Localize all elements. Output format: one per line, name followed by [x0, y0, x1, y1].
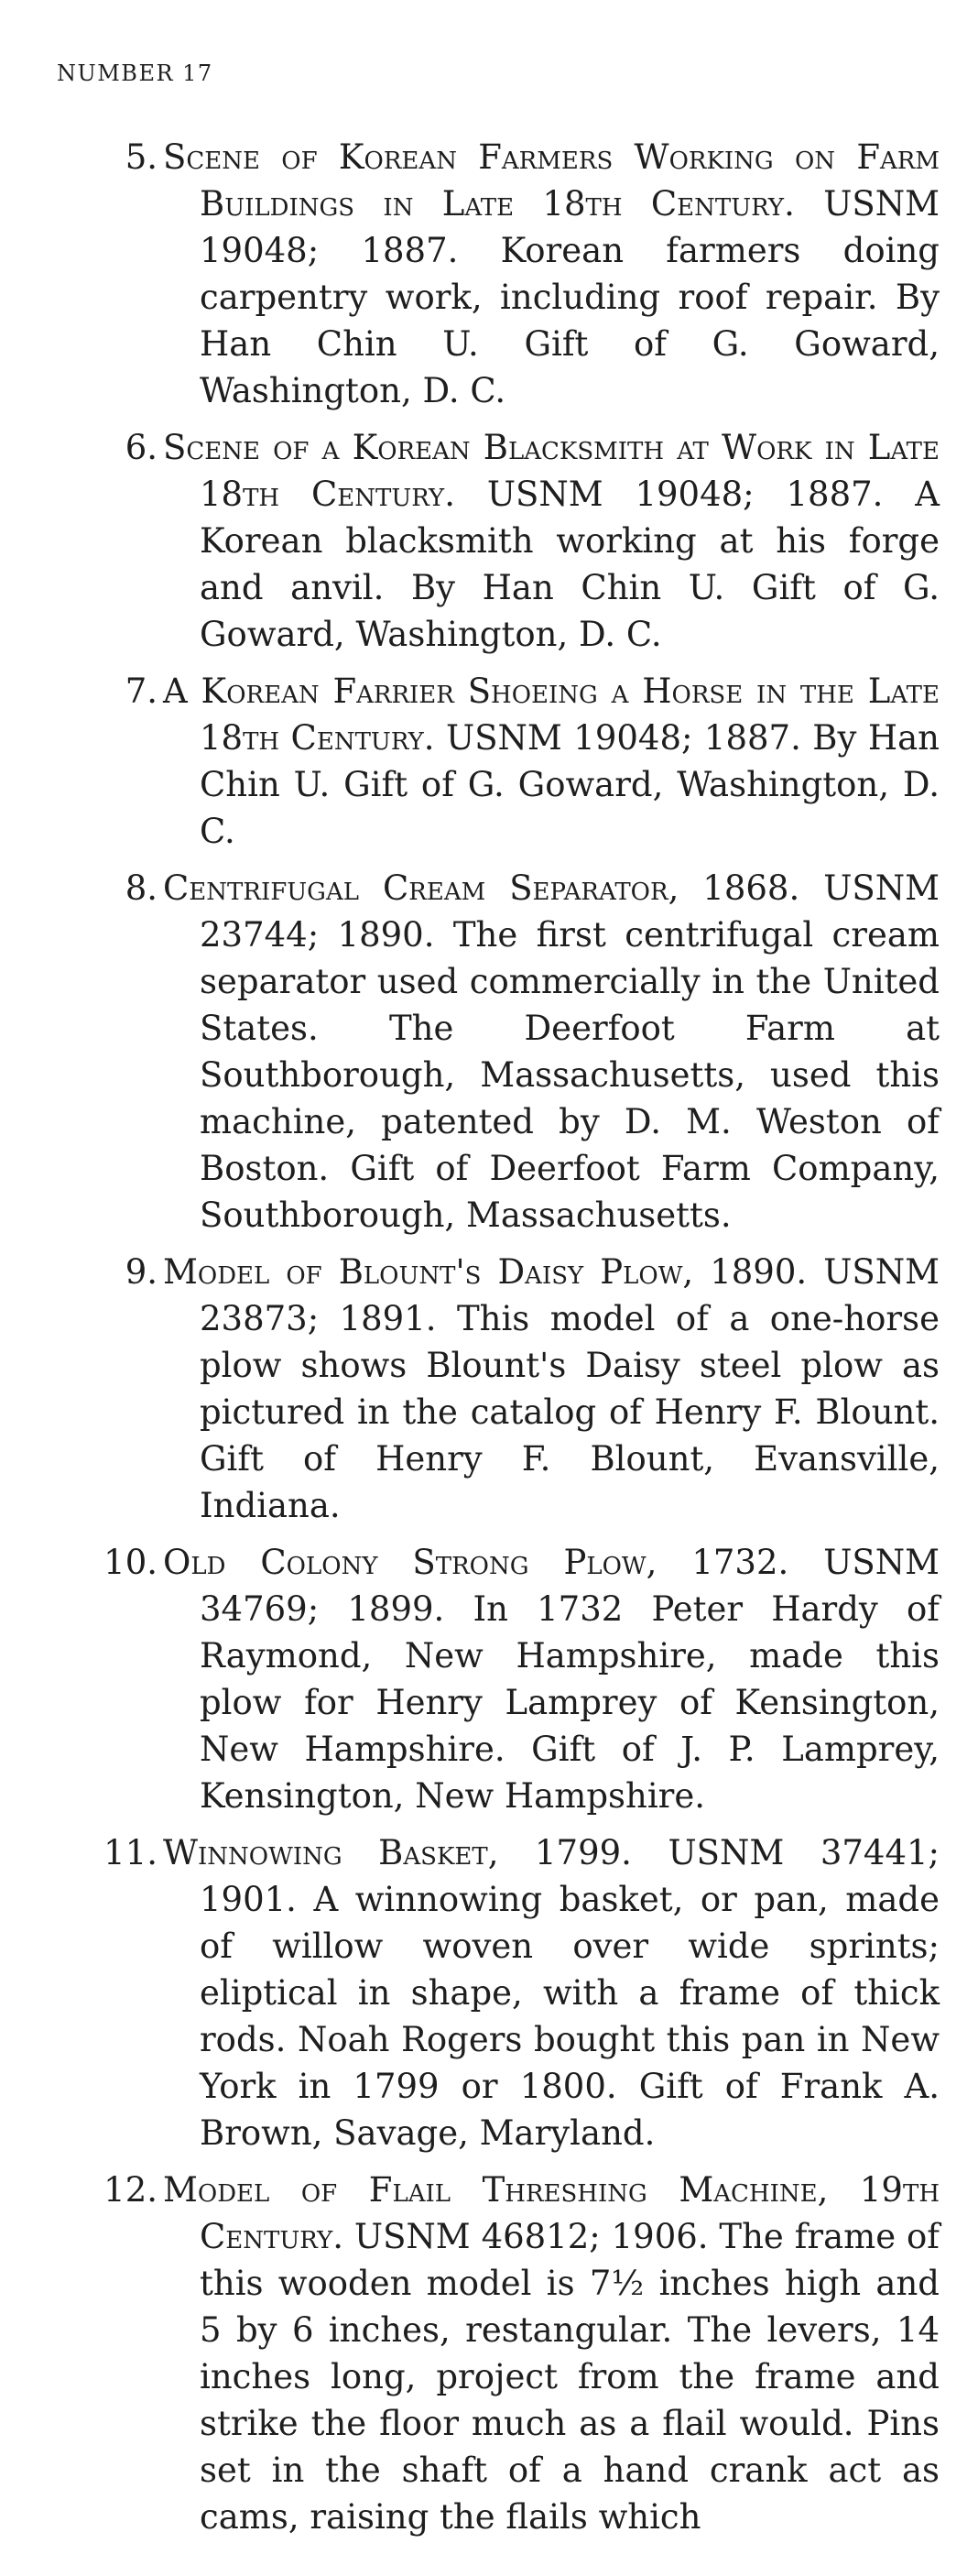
entry-body	[163, 1249, 940, 1529]
catalog-entry	[0, 865, 978, 1239]
catalog-entry	[0, 1829, 978, 2156]
entry-text: USNM 23873; 1891. This model of a one-horse plow shows Blount's Daisy steel plow as pictured in the catalog of Henry F. Blount. Gift of Henry F. Blount, Evansville, Indiana.	[200, 1252, 940, 1525]
entry-text: USNM 23744; 1890. The first centrifugal cream separator used commercially in the United States. The Deerfoot Farm at Southborough, Massachusetts, used this machine, patented by D. M. Weston of Boston. Gift of Deerfoot Farm Company, Southborough, Massachusetts.	[200, 868, 940, 1235]
entry-title: Centrifugal Cream Separator, 1868.	[163, 868, 800, 908]
entry-body	[163, 865, 940, 1239]
catalog-entry	[0, 1539, 978, 1819]
entry-number: 11.	[103, 1833, 158, 1872]
entry-title: Scene of Korean Farmers Working on Farm Buildings in Late 18th Century.	[163, 137, 940, 224]
entry-number: 10.	[103, 1543, 158, 1582]
entry-text: USNM 46812; 1906. The frame of this wooden model is 7½ inches high and 5 by 6 inches, restangular. The levers, 14 inches long, project from the frame and strike the floor much as a flail would. Pins set in the shaft of a hand crank act as cams, raising the flails which	[200, 2217, 940, 2537]
entry-text: USNM 37441; 1901. A winnowing basket, or pan, made of willow woven over wide sprints; eliptical in shape, with a frame of thick rods. Noah Rogers bought this pan in New York in 1799 or 1800. Gift of Frank A. Brown, Savage, Maryland.	[200, 1833, 940, 2153]
entry-body	[163, 134, 940, 414]
catalog-entry	[0, 424, 978, 658]
entry-number: 9.	[125, 1252, 158, 1292]
entry-body	[163, 1539, 940, 1819]
entry-number: 7.	[125, 671, 158, 711]
entry-title: Old Colony Strong Plow, 1732.	[163, 1543, 789, 1582]
entry-text: USNM 19048; 1887. A Korean blacksmith working at his forge and anvil. By Han Chin U. Gift of G. Goward, Washington, D. C.	[200, 475, 940, 654]
entry-text: USNM 34769; 1899. In 1732 Peter Hardy of Raymond, New Hampshire, made this plow for Henry Lamprey of Kensington, New Hampshire. Gift of J. P. Lamprey, Kensington, New Hampshire.	[200, 1543, 940, 1816]
entry-number: 5.	[125, 137, 158, 177]
entry-title: Scene of a Korean Blacksmith at Work in Late 18th Century.	[163, 428, 940, 514]
entry-title: Model of Blount's Daisy Plow, 1890.	[163, 1252, 808, 1292]
entry-body	[163, 2167, 940, 2540]
catalog-entry	[0, 668, 978, 855]
entry-number: 6.	[125, 428, 158, 467]
entry-text: USNM 19048; 1887. Korean farmers doing carpentry work, including roof repair. By Han Chin U. Gift of G. Goward, Washington, D. C.	[200, 184, 940, 410]
catalog-entry	[0, 134, 978, 414]
entry-body	[163, 424, 940, 658]
entry-number: 8.	[125, 868, 158, 908]
catalog-entries	[0, 134, 978, 2550]
entry-text: USNM 19048; 1887. By Han Chin U. Gift of G. Goward, Washington, D. C.	[200, 718, 940, 851]
entry-title: A Korean Farrier Shoeing a Horse in the Late 18th Century.	[163, 671, 940, 758]
entry-body	[163, 668, 940, 855]
entry-title: Model of Flail Threshing Machine, 19th Century.	[163, 2170, 940, 2256]
catalog-entry	[0, 1249, 978, 1529]
entry-body	[163, 1829, 940, 2156]
entry-title: Winnowing Basket, 1799.	[163, 1833, 632, 1872]
entry-number: 12.	[103, 2170, 158, 2210]
running-head: NUMBER 17	[57, 60, 213, 86]
catalog-entry	[0, 2167, 978, 2540]
